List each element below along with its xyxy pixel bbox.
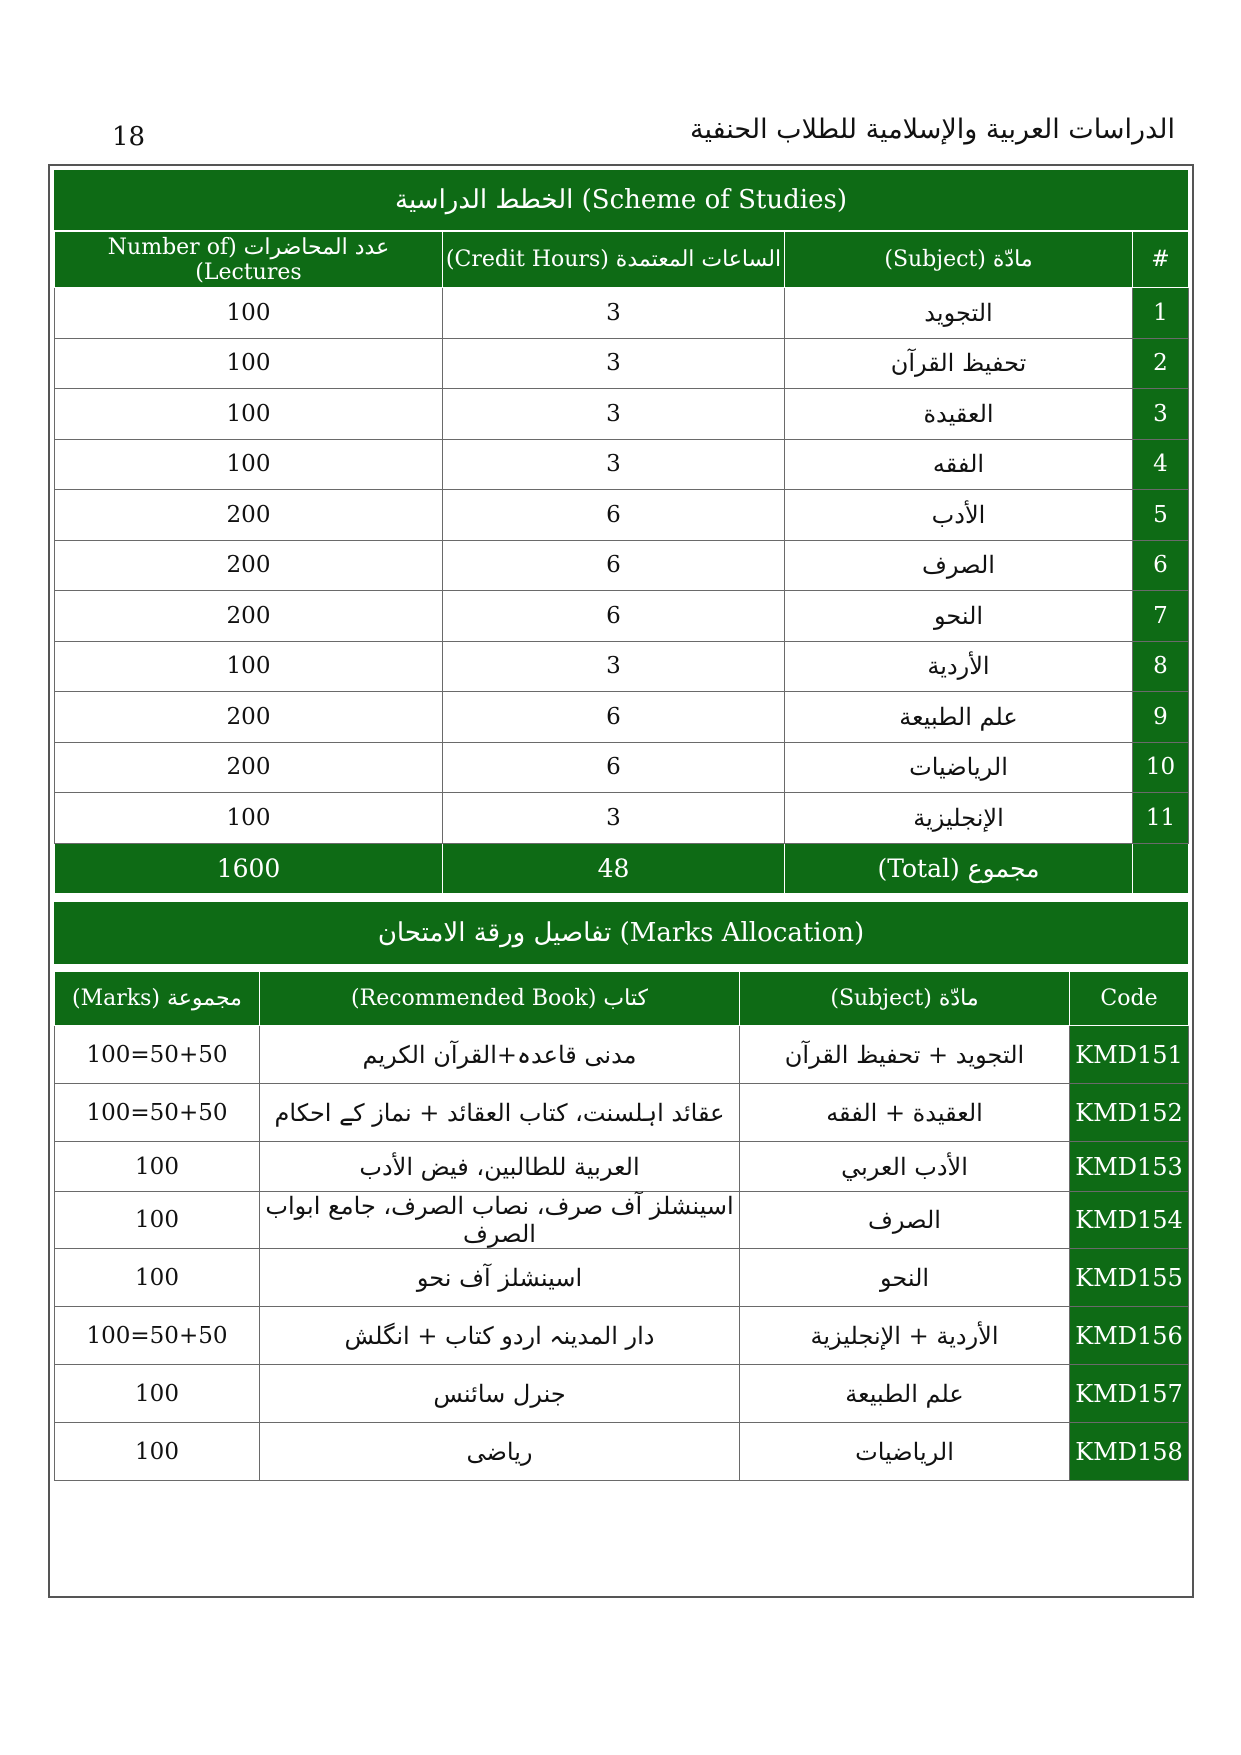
credit-hours-cell: 3 bbox=[443, 793, 785, 844]
credit-hours-cell: 6 bbox=[443, 692, 785, 743]
row-number-cell: 8 bbox=[1133, 641, 1189, 692]
table-row bbox=[55, 1249, 1189, 1307]
row-number-cell: 6 bbox=[1133, 540, 1189, 591]
lectures-cell: 100 bbox=[55, 793, 443, 844]
subject-cell: الصرف bbox=[740, 1192, 1070, 1249]
subject-cell: تحفيظ القرآن bbox=[785, 338, 1133, 389]
code-cell: KMD155 bbox=[1070, 1249, 1189, 1307]
marks-header-row bbox=[55, 972, 1189, 1026]
lectures-cell: 200 bbox=[55, 540, 443, 591]
marks-cell: 100 bbox=[55, 1192, 260, 1249]
marks-cell: 100 bbox=[55, 1142, 260, 1192]
book-cell: اسینشلز آف نحو bbox=[260, 1249, 740, 1307]
row-number-cell: 1 bbox=[1133, 288, 1189, 339]
table-row bbox=[55, 1084, 1189, 1142]
marks-cell: 100=50+50 bbox=[55, 1026, 260, 1084]
subject-cell: الأردية + الإنجليزية bbox=[740, 1307, 1070, 1365]
credit-hours-cell: 6 bbox=[443, 742, 785, 793]
table-row bbox=[55, 1307, 1189, 1365]
subject-cell: النحو bbox=[785, 591, 1133, 642]
marks-cell: 100=50+50 bbox=[55, 1084, 260, 1142]
book-cell: العربية للطالبين، فيض الأدب bbox=[260, 1142, 740, 1192]
subject-cell: الأردية bbox=[785, 641, 1133, 692]
credit-hours-cell: 6 bbox=[443, 490, 785, 541]
marks-cell: 100 bbox=[55, 1249, 260, 1307]
lectures-cell: 100 bbox=[55, 288, 443, 339]
scheme-title: الخطط الدراسية (Scheme of Studies) bbox=[395, 185, 847, 215]
credit-hours-cell: 6 bbox=[443, 591, 785, 642]
book-cell: رياضی bbox=[260, 1423, 740, 1481]
row-number-cell: 7 bbox=[1133, 591, 1189, 642]
row-number-cell: 4 bbox=[1133, 439, 1189, 490]
subject-cell: التجويد bbox=[785, 288, 1133, 339]
marks-cell: 100=50+50 bbox=[55, 1307, 260, 1365]
marks-cell: 100 bbox=[55, 1365, 260, 1423]
book-cell: مدنی قاعدہ+القرآن الكريم bbox=[260, 1026, 740, 1084]
lectures-cell: 200 bbox=[55, 742, 443, 793]
subject-cell: علم الطبيعة bbox=[785, 692, 1133, 743]
lectures-cell: 100 bbox=[55, 389, 443, 440]
table-row bbox=[55, 742, 1189, 793]
table-row bbox=[55, 1365, 1189, 1423]
subject-cell: الرياضيات bbox=[740, 1423, 1070, 1481]
row-number-cell: 5 bbox=[1133, 490, 1189, 541]
subject-cell: الأدب العربي bbox=[740, 1142, 1070, 1192]
total-label: مجموع (Total) bbox=[785, 843, 1133, 894]
subject-cell: الرياضيات bbox=[785, 742, 1133, 793]
table-row bbox=[55, 439, 1189, 490]
credit-hours-cell: 3 bbox=[443, 288, 785, 339]
table-row bbox=[55, 389, 1189, 440]
code-cell: KMD151 bbox=[1070, 1026, 1189, 1084]
credit-hours-cell: 6 bbox=[443, 540, 785, 591]
row-number-cell: 11 bbox=[1133, 793, 1189, 844]
subject-cell: التجويد + تحفيظ القرآن bbox=[740, 1026, 1070, 1084]
marks-title-banner bbox=[54, 902, 1188, 964]
table-row bbox=[55, 338, 1189, 389]
total-empty-cell bbox=[1133, 843, 1189, 894]
subject-cell: علم الطبيعة bbox=[740, 1365, 1070, 1423]
subject-cell: الإنجليزية bbox=[785, 793, 1133, 844]
header-code: Code bbox=[1070, 972, 1189, 1026]
scheme-title-banner bbox=[54, 170, 1188, 230]
book-cell: عقائد اہلسنت، کتاب العقائد + نماز کے احکام bbox=[260, 1084, 740, 1142]
row-number-cell: 10 bbox=[1133, 742, 1189, 793]
total-lectures: 1600 bbox=[55, 843, 443, 894]
header-book: كتاب (Recommended Book) bbox=[260, 972, 740, 1026]
table-row bbox=[55, 540, 1189, 591]
table-row bbox=[55, 641, 1189, 692]
table-row bbox=[55, 591, 1189, 642]
code-cell: KMD153 bbox=[1070, 1142, 1189, 1192]
subject-cell: الصرف bbox=[785, 540, 1133, 591]
table-row bbox=[55, 1026, 1189, 1084]
marks-cell: 100 bbox=[55, 1423, 260, 1481]
table-row bbox=[55, 1192, 1189, 1249]
header-subject: مادّة (Subject) bbox=[785, 232, 1133, 288]
credit-hours-cell: 3 bbox=[443, 389, 785, 440]
lectures-cell: 200 bbox=[55, 490, 443, 541]
credit-hours-cell: 3 bbox=[443, 641, 785, 692]
credit-hours-cell: 3 bbox=[443, 439, 785, 490]
table-row bbox=[55, 692, 1189, 743]
lectures-cell: 100 bbox=[55, 439, 443, 490]
book-cell: اسینشلز آف صرف، نصاب الصرف، جامع ابواب الصرف bbox=[260, 1192, 740, 1249]
subject-cell: الأدب bbox=[785, 490, 1133, 541]
total-credit-hours: 48 bbox=[443, 843, 785, 894]
subject-cell: العقيدة bbox=[785, 389, 1133, 440]
code-cell: KMD156 bbox=[1070, 1307, 1189, 1365]
book-cell: دار المدینہ اردو کتاب + انگلش bbox=[260, 1307, 740, 1365]
running-title: الدراسات العربية والإسلامية للطلاب الحنفية bbox=[689, 114, 1175, 145]
table-row bbox=[55, 490, 1189, 541]
lectures-cell: 200 bbox=[55, 692, 443, 743]
scheme-header-row bbox=[55, 232, 1189, 288]
marks-title: تفاصيل ورقة الامتحان (Marks Allocation) bbox=[377, 918, 865, 948]
scheme-of-studies-table bbox=[54, 231, 1189, 894]
header-marks: مجموعة (Marks) bbox=[55, 972, 260, 1026]
lectures-cell: 100 bbox=[55, 338, 443, 389]
table-row bbox=[55, 793, 1189, 844]
header-num: # bbox=[1133, 232, 1189, 288]
code-cell: KMD152 bbox=[1070, 1084, 1189, 1142]
table-row bbox=[55, 1142, 1189, 1192]
row-number-cell: 3 bbox=[1133, 389, 1189, 440]
code-cell: KMD158 bbox=[1070, 1423, 1189, 1481]
header-lectures: عدد المحاضرات (Number of Lectures) bbox=[55, 232, 443, 288]
lectures-cell: 100 bbox=[55, 641, 443, 692]
table-row bbox=[55, 1423, 1189, 1481]
row-number-cell: 9 bbox=[1133, 692, 1189, 743]
subject-cell: الفقه bbox=[785, 439, 1133, 490]
lectures-cell: 200 bbox=[55, 591, 443, 642]
total-row bbox=[55, 843, 1189, 894]
page-number: 18 bbox=[112, 122, 146, 152]
row-number-cell: 2 bbox=[1133, 338, 1189, 389]
code-cell: KMD154 bbox=[1070, 1192, 1189, 1249]
subject-cell: النحو bbox=[740, 1249, 1070, 1307]
book-cell: جنرل سائنس bbox=[260, 1365, 740, 1423]
credit-hours-cell: 3 bbox=[443, 338, 785, 389]
marks-allocation-table bbox=[54, 971, 1189, 1481]
subject-cell: العقيدة + الفقه bbox=[740, 1084, 1070, 1142]
header-credit-hours: الساعات المعتمدة (Credit Hours) bbox=[443, 232, 785, 288]
code-cell: KMD157 bbox=[1070, 1365, 1189, 1423]
header-subject: مادّة (Subject) bbox=[740, 972, 1070, 1026]
table-row bbox=[55, 288, 1189, 339]
